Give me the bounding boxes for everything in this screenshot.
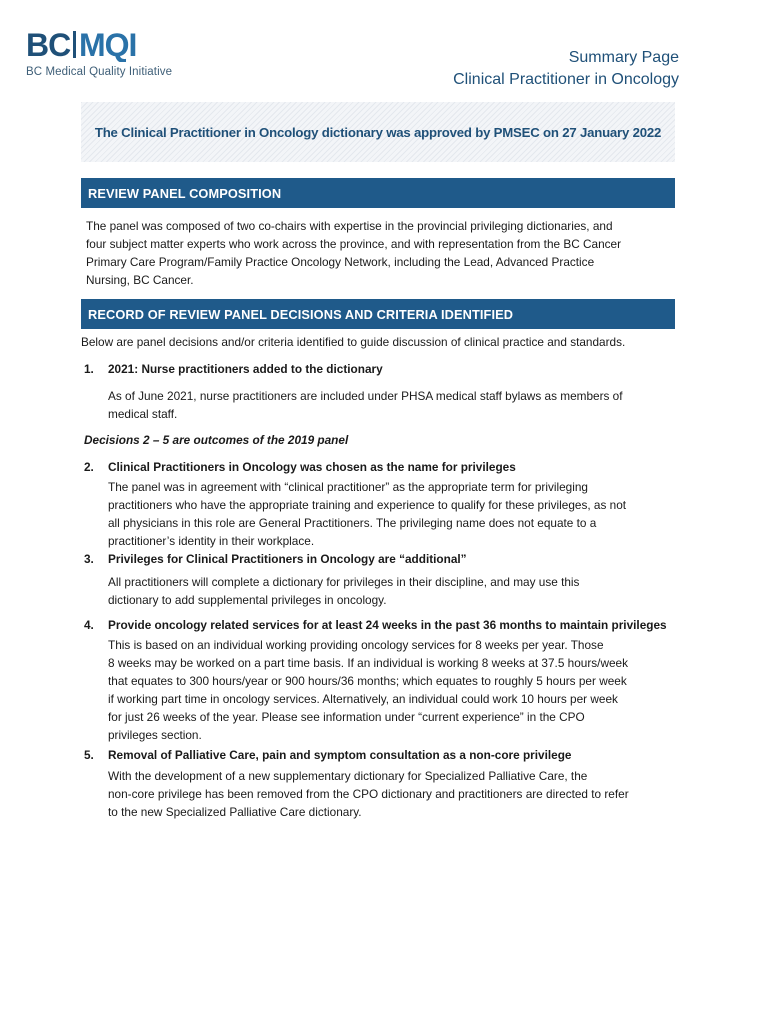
svg-text:MQI: MQI [79,28,136,62]
decision-number: 2. [84,460,94,474]
approval-banner [81,102,675,162]
decisions-note: Decisions 2 – 5 are outcomes of the 2019 panel [84,433,349,447]
record-heading: RECORD OF REVIEW PANEL DECISIONS AND CRITERIA IDENTIFIED [81,299,675,329]
decision-number: 5. [84,748,94,762]
svg-text:BC: BC [26,28,71,62]
decision-title-text: Provide oncology related services for at least 24 weeks in the past 36 months to maintain privileges [108,618,667,632]
decision-line: The panel was in agreement with “clinical practitioner” as the appropriate term for privileging [108,480,588,494]
decision-1-body [108,387,683,423]
decision-title-text: Removal of Palliative Care, pain and symptom consultation as a non-core privilege [108,748,572,762]
decision-5-body [108,767,683,821]
review-panel-paragraph [86,217,676,289]
decision-line: privileges section. [108,728,202,742]
decision-line: for just 26 weeks of the year. Please see information under “current experience” in the CPO [108,710,585,724]
decision-line: if working part time in oncology services. Alternatively, an individual could work 10 hours per week [108,692,618,706]
summary-title-line1: Summary Page [568,49,679,66]
decision-line: non-core privilege has been removed from the CPO dictionary and practitioners are directed to refer [108,787,629,801]
page-title [453,47,679,91]
decision-line: As of June 2021, nurse practitioners are included under PHSA medical staff bylaws as members of [108,389,623,403]
decision-5-title [84,748,571,762]
decision-title-text: Clinical Practitioners in Oncology was chosen as the name for privileges [108,460,516,474]
decision-title-text: 2021: Nurse practitioners added to the dictionary [108,362,383,376]
bcmqi-logo [26,28,196,80]
decision-line: 8 weeks may be worked on a part time basis. If an individual is working 8 weeks at 37.5 hours/week [108,656,628,670]
decision-number: 4. [84,618,94,632]
decision-4-body [108,636,683,744]
decision-line: to the new Specialized Palliative Care dictionary. [108,805,362,819]
paragraph-line: Nursing, BC Cancer. [86,273,194,287]
decision-3-body [108,573,683,609]
review-panel-heading: REVIEW PANEL COMPOSITION [81,178,675,208]
decision-line: practitioners who have the appropriate training and experience to qualify for these privileges, as not [108,498,627,512]
bcmqi-logo-mark [26,28,136,62]
summary-title-line2: Clinical Practitioner in Oncology [453,71,679,88]
decision-2-body [108,478,683,550]
decision-number: 3. [84,552,94,566]
decision-1-title [84,362,383,376]
paragraph-line: Primary Care Program/Family Practice Oncology Network, including the Lead, Advanced Practice [86,255,595,269]
record-intro: Below are panel decisions and/or criteria identified to guide discussion of clinical practice and standards. [81,335,626,349]
decision-line: that equates to 300 hours/year or 900 hours/36 months; which equates to roughly 5 hours per week [108,674,627,688]
approval-text: The Clinical Practitioner in Oncology dictionary was approved by PMSEC on 27 January 2022 [94,124,662,140]
decision-title-text: Privileges for Clinical Practitioners in Oncology are “additional” [108,552,467,566]
logo-tagline: BC Medical Quality Initiative [26,66,173,78]
decision-line: All practitioners will complete a dictionary for privileges in their discipline, and may use this [108,575,580,589]
decision-line: all physicians in this role are General Practitioners. The privileging name does not equate to a [108,516,597,530]
decision-2-title [84,460,516,474]
paragraph-line: four subject matter experts who work across the province, and with representation from the BC Cancer [86,237,622,251]
decision-line: dictionary to add supplemental privileges in oncology. [108,593,387,607]
decision-line: With the development of a new supplementary dictionary for Specialized Palliative Care, the [108,769,588,783]
decision-line: medical staff. [108,407,178,421]
decision-3-title [84,552,467,566]
decision-4-title [84,618,667,632]
decision-line: practitioner’s identity in their workplace. [108,534,315,548]
decision-line: This is based on an individual working providing oncology services for 8 weeks per year. Those [108,638,604,652]
decision-number: 1. [84,362,94,376]
paragraph-line: The panel was composed of two co-chairs with expertise in the provincial privileging dictionaries, and [86,219,613,233]
